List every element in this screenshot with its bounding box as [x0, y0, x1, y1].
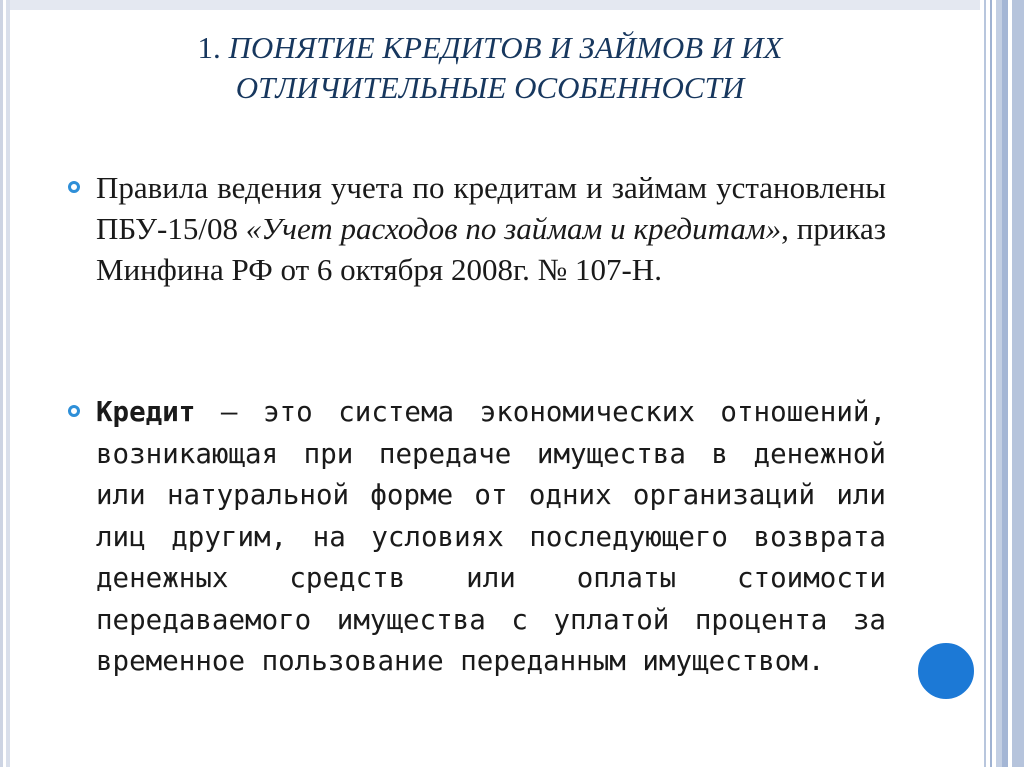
bullet-rules-quote: «Учет расходов по займам и кредитам» [245, 211, 782, 246]
credit-term: Кредит [96, 396, 196, 428]
title-number: 1. [197, 30, 221, 65]
bullet-marker-icon [68, 181, 80, 193]
bullet-rules-text-start: Правила ведения учета по кредитам и займам установлены ПБУ-15/08 [96, 170, 886, 246]
credit-definition-text: – это система экономических отношений, возникающая при передаче имущества в денежной или натуральной форме от одних организаций или лиц другим, на условиях последующего возврата денежных средств или оплаты стоимости передаваемого имущества с уплатой процента за временное пользование переданным имуществом. [96, 396, 886, 677]
bullet-credit-definition [96, 392, 886, 683]
accent-circle [915, 640, 977, 702]
title-text: ПОНЯТИЕ КРЕДИТОВ И ЗАЙМОВ И ИХ ОТЛИЧИТЕЛЬНЫЕ ОСОБЕННОСТИ [228, 30, 783, 105]
slide-left-border [0, 0, 10, 767]
bullet-rules-text-end: , приказ Минфина РФ от 6 октября 2008г. № 107-Н. [96, 211, 887, 287]
bullet-marker-icon [68, 405, 80, 417]
slide-title [110, 28, 870, 108]
bullet-rules [96, 167, 886, 290]
slide-top-border [10, 0, 980, 10]
slide-right-stripes [980, 0, 1024, 767]
